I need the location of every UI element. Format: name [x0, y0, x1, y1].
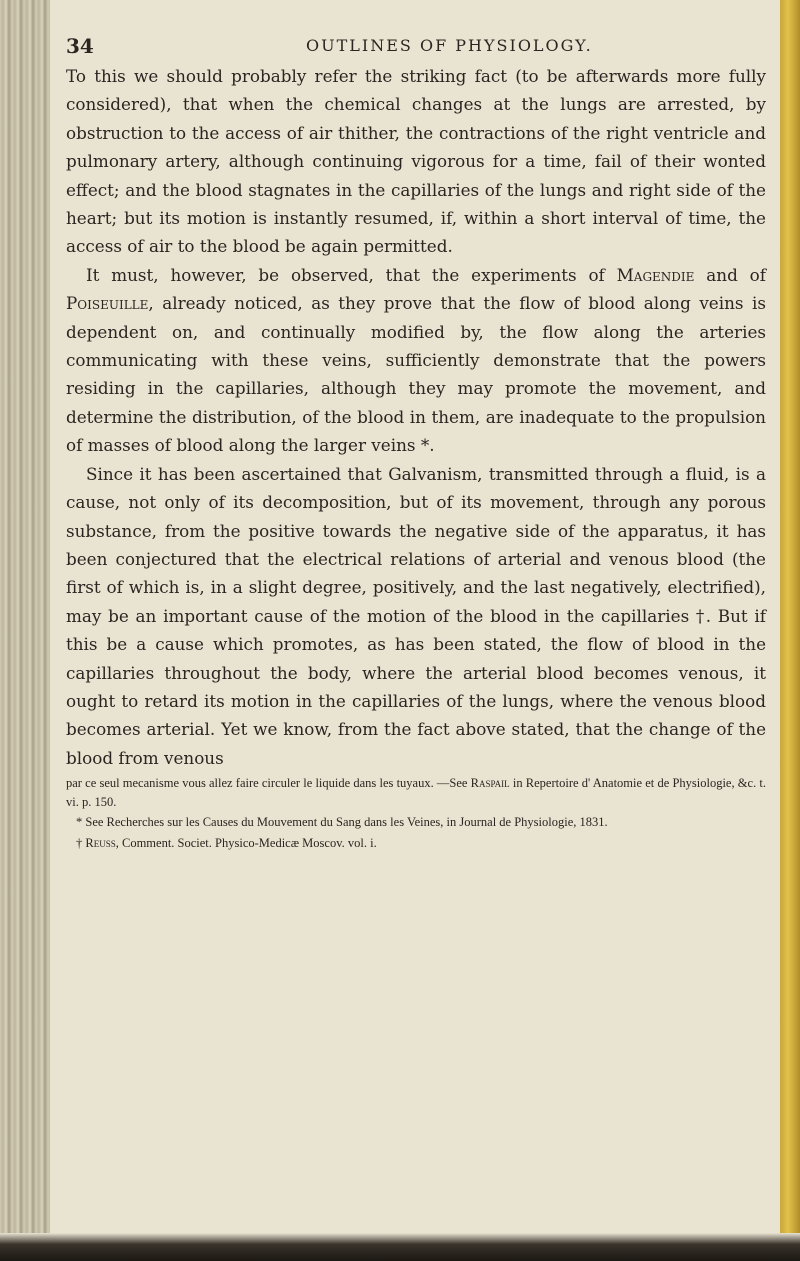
- paragraph-2: [66, 261, 766, 460]
- footnote-continuation-text-b: in Repertoire d' Anatomie et de Physiologie, &c. t. vi. p. 150.: [66, 776, 766, 809]
- footnote-dagger-text: , Comment. Societ. Physico-Medicæ Moscov. vol. i.: [115, 835, 377, 850]
- book-page: [66, 32, 766, 852]
- running-head: [66, 32, 766, 62]
- paragraph-2-text-c: , already noticed, as they prove that the flow of blood along veins is dependent on, and continually modified by, the flow along the arteries communicating with these veins, sufficiently demonstrate that the powers residing in the capillaries, although they may promote the movement, and determine the distribution, of the blood in them, are inadequate to the propulsion of masses of blood along the larger veins *.: [66, 293, 766, 456]
- footnote-asterisk: * See Recherches sur les Causes du Mouvement du Sang dans les Veines, in Journal de Physiologie, 1831.: [76, 815, 608, 830]
- paragraph-1: To this we should probably refer the striking fact (to be afterwards more fully considered), that when the chemical changes at the lungs are arrested, by obstruction to the access of air thither, the contractions of the right ventricle and pulmonary artery, although continuing vigorous for a time, fail of their wonted effect; and the blood stagnates in the capillaries of the lungs and right side of the heart; but its motion is instantly resumed, if, within a short interval of time, the access of air to the blood be again permitted.: [66, 66, 766, 257]
- author-name-poiseuille: Poiseuille: [66, 293, 149, 314]
- author-name-magendie: Magendie: [616, 264, 695, 285]
- footnote-continuation: [66, 774, 766, 811]
- author-name-raspail: Raspail: [470, 776, 510, 791]
- footnote-dagger: [66, 834, 766, 853]
- footnotes: [66, 774, 766, 852]
- paragraph-3: Since it has been ascertained that Galvanism, transmitted through a fluid, is a cause, not only of its decomposition, but of its movement, through any porous substance, from the positive towards the negative side of the apparatus, it has been conjectured that the electrical relations of arterial and venous blood (the first of which is, in a slight degree, positively, and the last negatively, electrified), may be an important cause of the motion of the blood in the capillaries †. But if this be a cause which promotes, as has been stated, the flow of blood in the capillaries throughout the body, where the arterial blood becomes venous, it ought to retard its motion in the capillaries of the lungs, where the venous blood becomes arterial. Yet we know, from the fact above stated, that the change of the blood from venous: [66, 463, 766, 768]
- author-name-reuss: Reuss: [85, 835, 116, 850]
- body-text: [66, 62, 766, 772]
- paragraph-2-text-a: It must, however, be observed, that the experiments of: [86, 264, 617, 285]
- paragraph-2-text-b: and of: [694, 264, 766, 285]
- dagger-mark: †: [76, 835, 86, 850]
- running-title: OUTLINES OF PHYSIOLOGY.: [306, 36, 593, 55]
- footnote-continuation-text-a: par ce seul mecanisme vous allez faire circuler le liquide dans les tuyaux. —See: [66, 776, 471, 791]
- page-number: 34: [66, 34, 94, 58]
- book-gutter: [0, 0, 50, 1261]
- page-edge: [780, 0, 800, 1261]
- page-bottom-shadow: [0, 1233, 800, 1261]
